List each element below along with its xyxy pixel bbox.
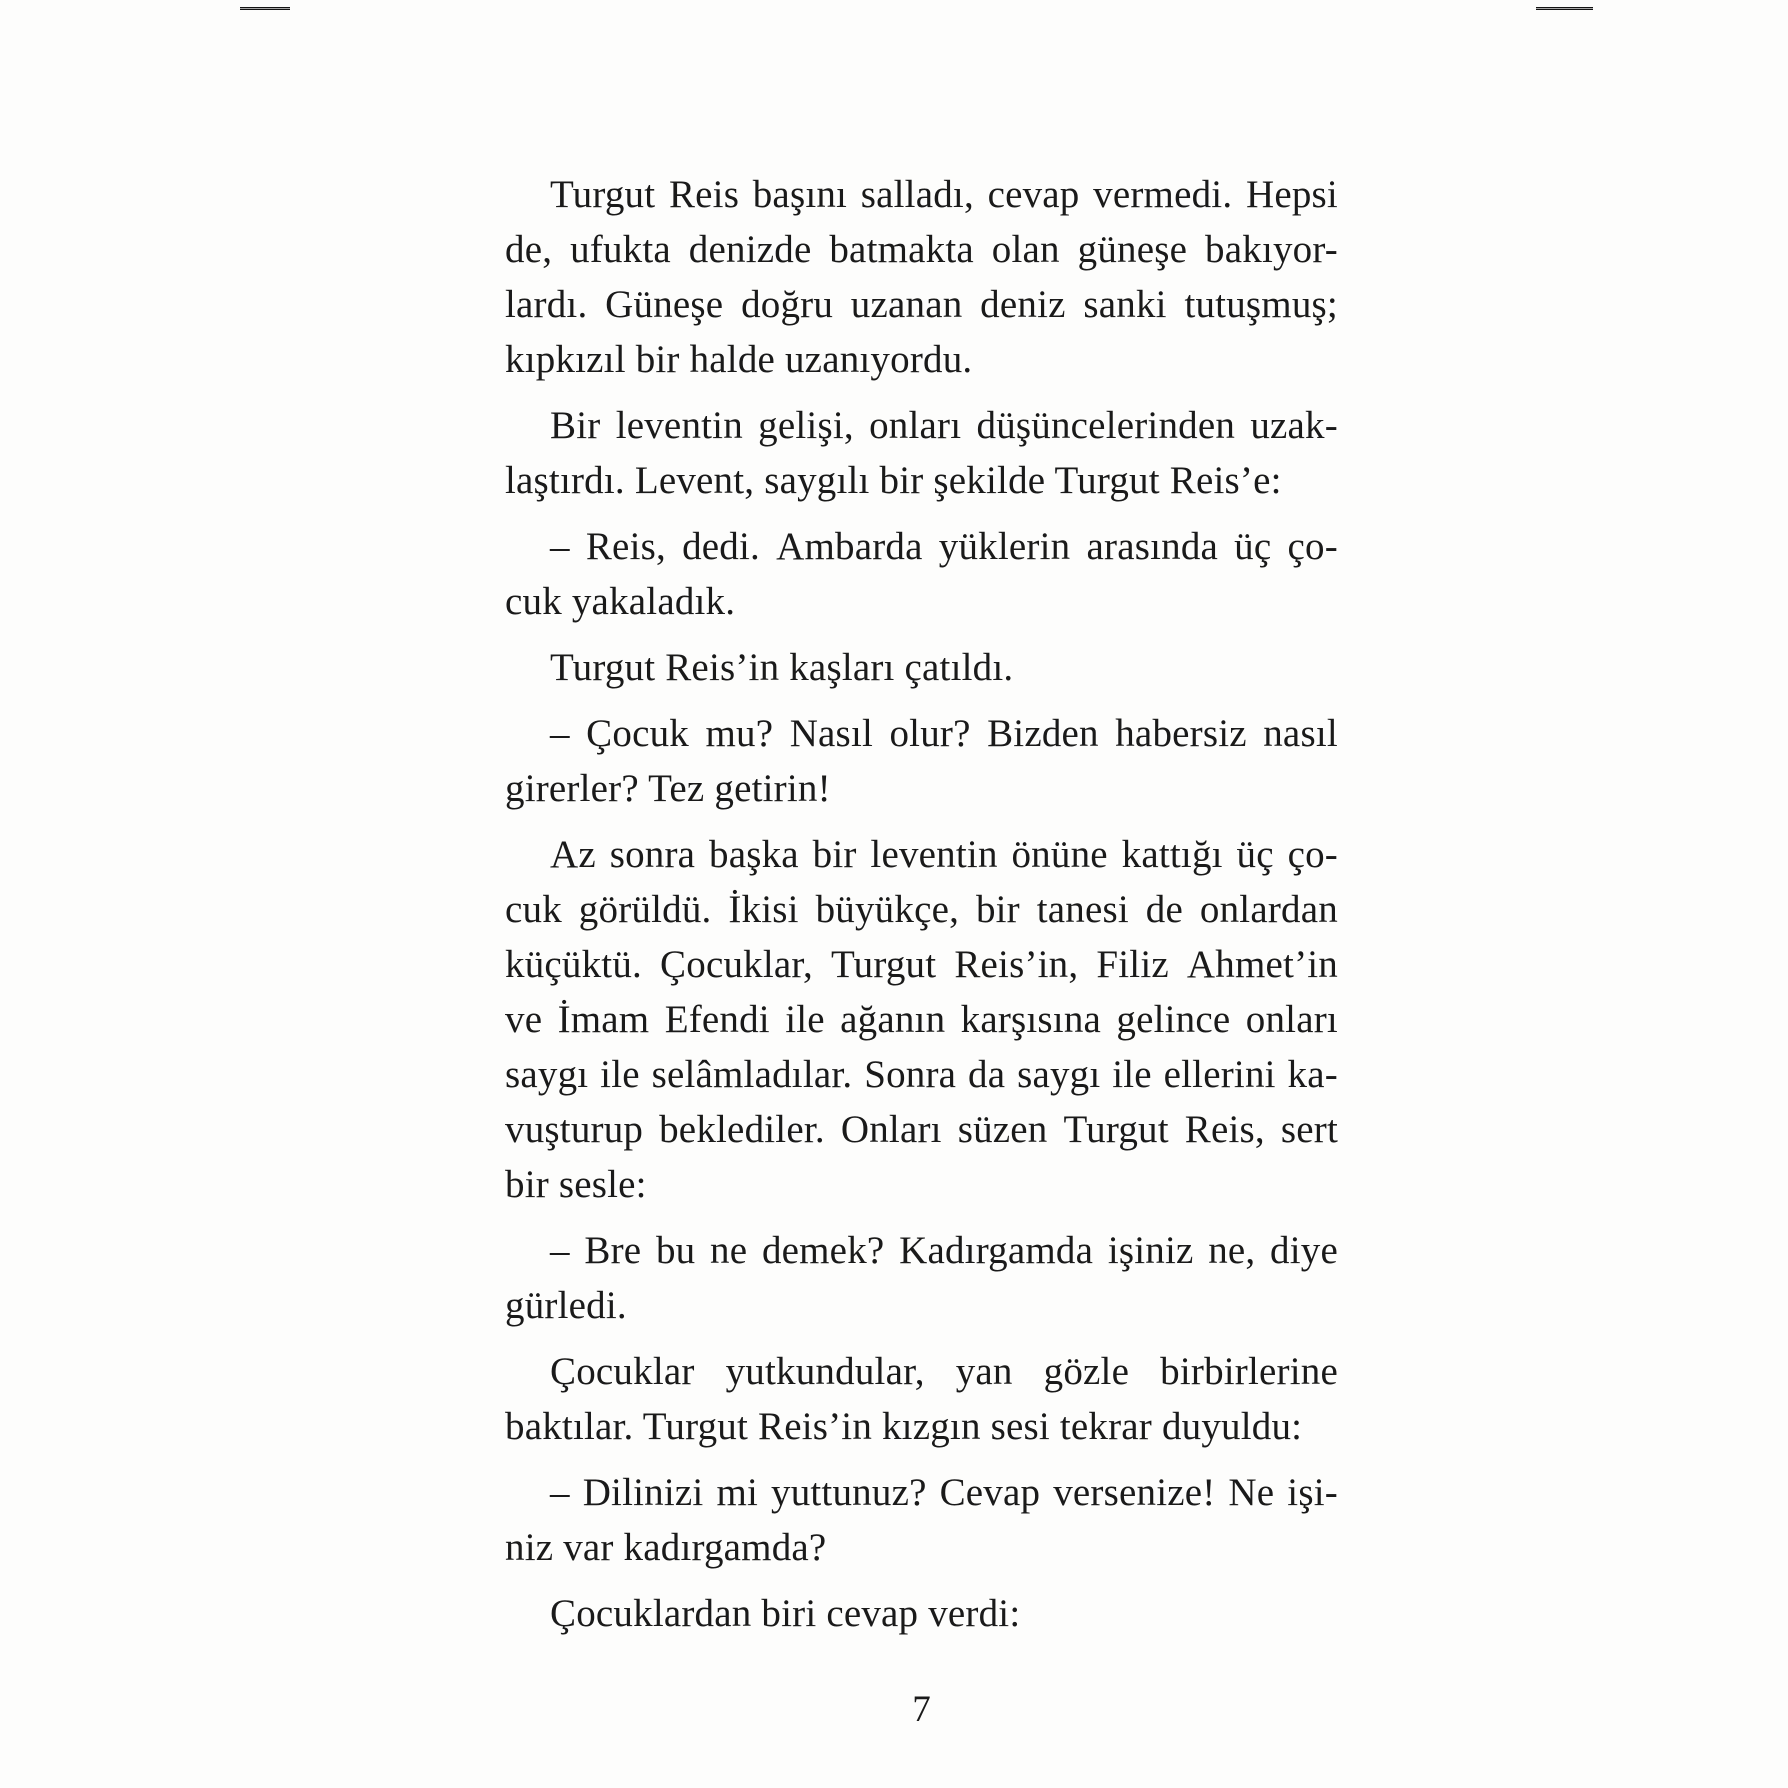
text-line: Turgut Reis’in kaşları çatıldı. [550,646,1014,689]
text-line: baktılar. Turgut Reis’in kızgın sesi tekrar duyuldu: [505,1405,1303,1448]
text-line: bir sesle: [505,1163,647,1206]
text-line: cuk görüldü. İkisi büyükçe, bir tanesi de onlardan [505,888,1338,931]
text-line: girerler? Tez getirin! [505,767,831,810]
paragraph [505,1586,1338,1641]
text-line: – Dilinizi mi yuttunuz? Cevap versenize! Ne işi- [550,1471,1338,1514]
text-line: kıpkızıl bir halde uzanıyordu. [505,338,973,381]
text-line: Bir leventin gelişi, onları düşüncelerinden uzak- [550,404,1338,447]
paragraph [505,1465,1338,1575]
text-line: – Çocuk mu? Nasıl olur? Bizden habersiz nasıl [550,712,1338,755]
paragraph [505,706,1338,816]
text-line: laştırdı. Levent, saygılı bir şekilde Turgut Reis’e: [505,459,1282,502]
paragraph [505,398,1338,508]
text-line: küçüktü. Çocuklar, Turgut Reis’in, Filiz Ahmet’in [505,943,1338,986]
text-line: Turgut Reis başını salladı, cevap vermedi. Hepsi [550,173,1338,216]
text-line: niz var kadırgamda? [505,1526,827,1569]
paragraph [505,167,1338,387]
text-line: cuk yakaladık. [505,580,736,623]
top-right-crop-mark [1536,7,1593,10]
text-line: – Reis, dedi. Ambarda yüklerin arasında üç ço- [550,525,1338,568]
text-line: Çocuklar yutkundular, yan gözle birbirlerine [550,1350,1338,1393]
text-line: – Bre bu ne demek? Kadırgamda işiniz ne, diye [550,1229,1338,1272]
paragraph [505,1344,1338,1454]
paragraph [505,827,1338,1212]
text-line: Çocuklardan biri cevap verdi: [550,1592,1021,1635]
text-line: de, ufukta denizde batmakta olan güneşe bakıyor- [505,228,1338,271]
text-line: saygı ile selâmladılar. Sonra da saygı ile ellerini ka- [505,1053,1338,1096]
paragraph [505,519,1338,629]
top-left-crop-mark [240,7,290,10]
page-text [505,167,1338,1641]
text-line: lardı. Güneşe doğru uzanan deniz sanki tutuşmuş; [505,283,1338,326]
text-line: ve İmam Efendi ile ağanın karşısına gelince onları [505,998,1338,1041]
paragraph [505,1223,1338,1333]
text-line: vuşturup beklediler. Onları süzen Turgut Reis, sert [505,1108,1338,1151]
paragraph [505,640,1338,695]
text-line: Az sonra başka bir leventin önüne kattığı üç ço- [550,833,1338,876]
text-line: gürledi. [505,1284,627,1327]
page-number: 7 [912,1689,931,1730]
